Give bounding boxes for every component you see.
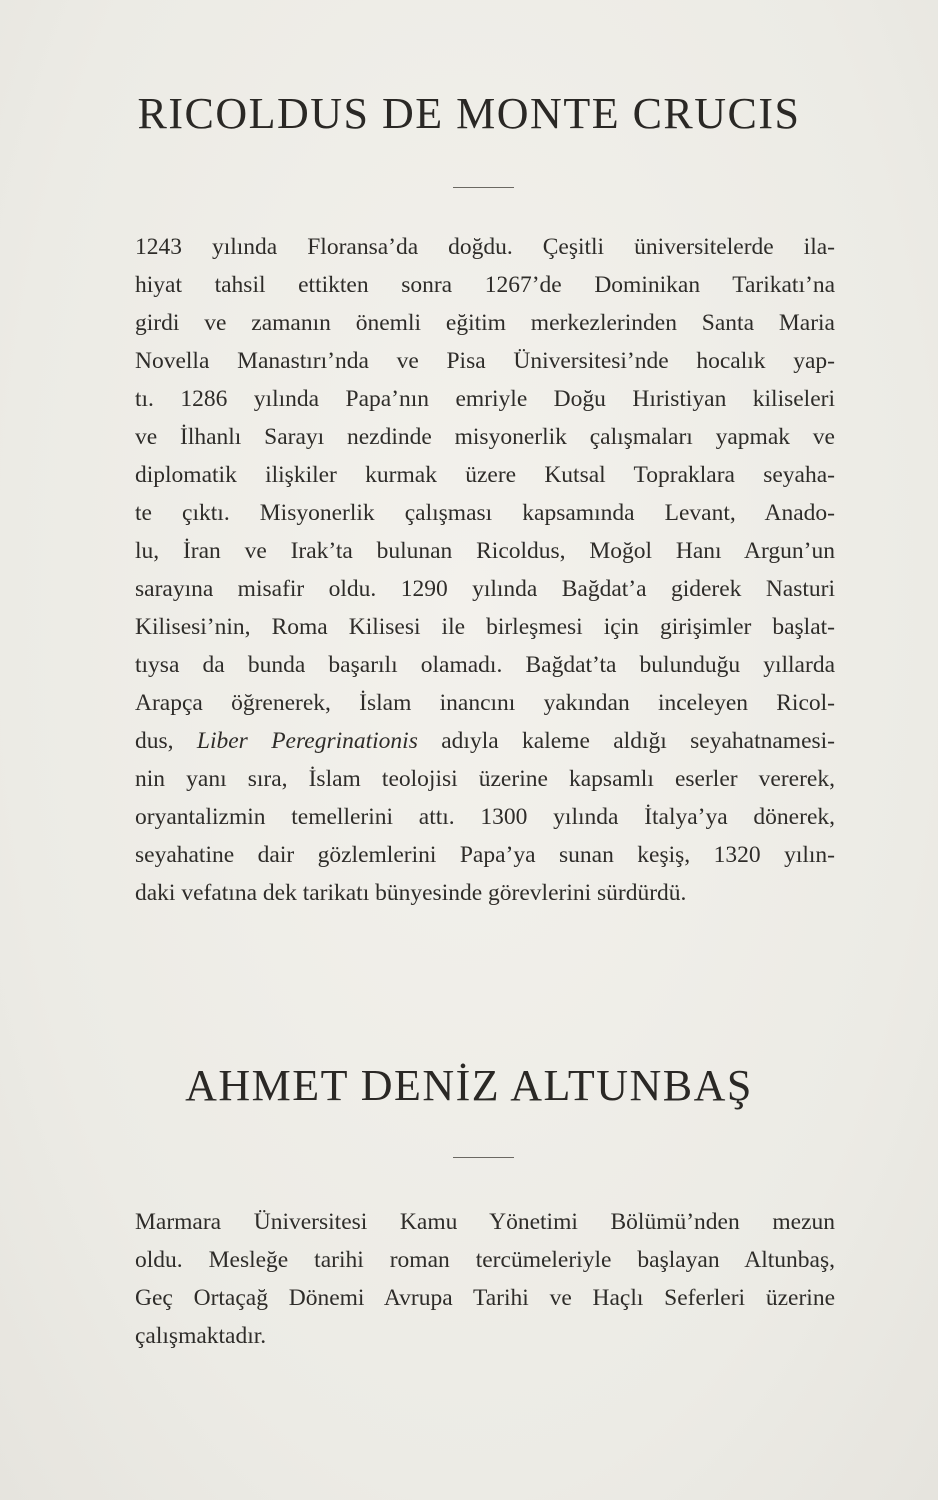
bio-line: Novella Manastırı’nda ve Pisa Üniversitesi’nde hocalık yap- bbox=[135, 348, 835, 374]
bio-line: Geç Ortaçağ Dönemi Avrupa Tarihi ve Haçlı Seferleri üzerine bbox=[135, 1285, 835, 1311]
bio-line: te çıktı. Misyonerlik çalışması kapsamında Levant, Anado- bbox=[135, 500, 835, 526]
book-title-italic: Liber Peregrinationis bbox=[196, 728, 418, 754]
bio-line: Kilisesi’nin, Roma Kilisesi ile birleşmesi için girişimler başlat- bbox=[135, 614, 835, 640]
bio-line: lu, İran ve Irak’ta bulunan Ricoldus, Moğol Hanı Argun’un bbox=[135, 538, 835, 564]
title-divider bbox=[453, 187, 514, 188]
author-biography bbox=[135, 228, 835, 912]
bio-line: çalışmaktadır. bbox=[135, 1323, 267, 1349]
bio-line: nin yanı sıra, İslam teolojisi üzerine kapsamlı eserler vererek, bbox=[135, 766, 835, 792]
translator-biography bbox=[135, 1203, 835, 1355]
bio-line: diplomatik ilişkiler kurmak üzere Kutsal Topraklara seyaha- bbox=[135, 462, 835, 488]
bio-line: 1243 yılında Floransa’da doğdu. Çeşitli üniversitelerde ila- bbox=[135, 234, 835, 260]
bio-line: seyahatine dair gözlemlerini Papa’ya sunan keşiş, 1320 yılın- bbox=[135, 842, 835, 868]
bio-line: tı. 1286 yılında Papa’nın emriyle Doğu Hıristiyan kiliseleri bbox=[135, 386, 835, 412]
bio-line: girdi ve zamanın önemli eğitim merkezlerinden Santa Maria bbox=[135, 310, 835, 336]
bio-line: ve İlhanlı Sarayı nezdinde misyonerlik çalışmaları yapmak ve bbox=[135, 424, 835, 450]
bio-line: oldu. Mesleğe tarihi roman tercümeleriyle başlayan Altunbaş, bbox=[135, 1247, 835, 1273]
translator-title: AHMET DENİZ ALTUNBAŞ bbox=[185, 1061, 753, 1110]
bio-line-rest: adıyla kaleme aldığı seyahatnamesi- bbox=[441, 728, 835, 754]
bio-line: tıysa da bunda başarılı olamadı. Bağdat’ta bulunduğu yıllarda bbox=[135, 652, 835, 678]
author-title: RICOLDUS DE MONTE CRUCIS bbox=[137, 89, 801, 138]
bio-line: hiyat tahsil ettikten sonra 1267’de Dominikan Tarikatı’na bbox=[135, 272, 835, 298]
bio-line: Arapça öğrenerek, İslam inancını yakından inceleyen Ricol- bbox=[135, 690, 835, 716]
title-divider bbox=[453, 1157, 514, 1158]
bio-line: oryantalizmin temellerini attı. 1300 yılında İtalya’ya dönerek, bbox=[135, 804, 835, 830]
bio-line: daki vefatına dek tarikatı bünyesinde görevlerini sürdürdü. bbox=[135, 880, 687, 906]
bio-line-start: dus, bbox=[135, 728, 174, 754]
bio-line: sarayına misafir oldu. 1290 yılında Bağdat’a giderek Nasturi bbox=[135, 576, 835, 602]
bio-line: Marmara Üniversitesi Kamu Yönetimi Bölümü’nden mezun bbox=[135, 1209, 835, 1235]
bio-line-with-book-title bbox=[135, 722, 835, 760]
